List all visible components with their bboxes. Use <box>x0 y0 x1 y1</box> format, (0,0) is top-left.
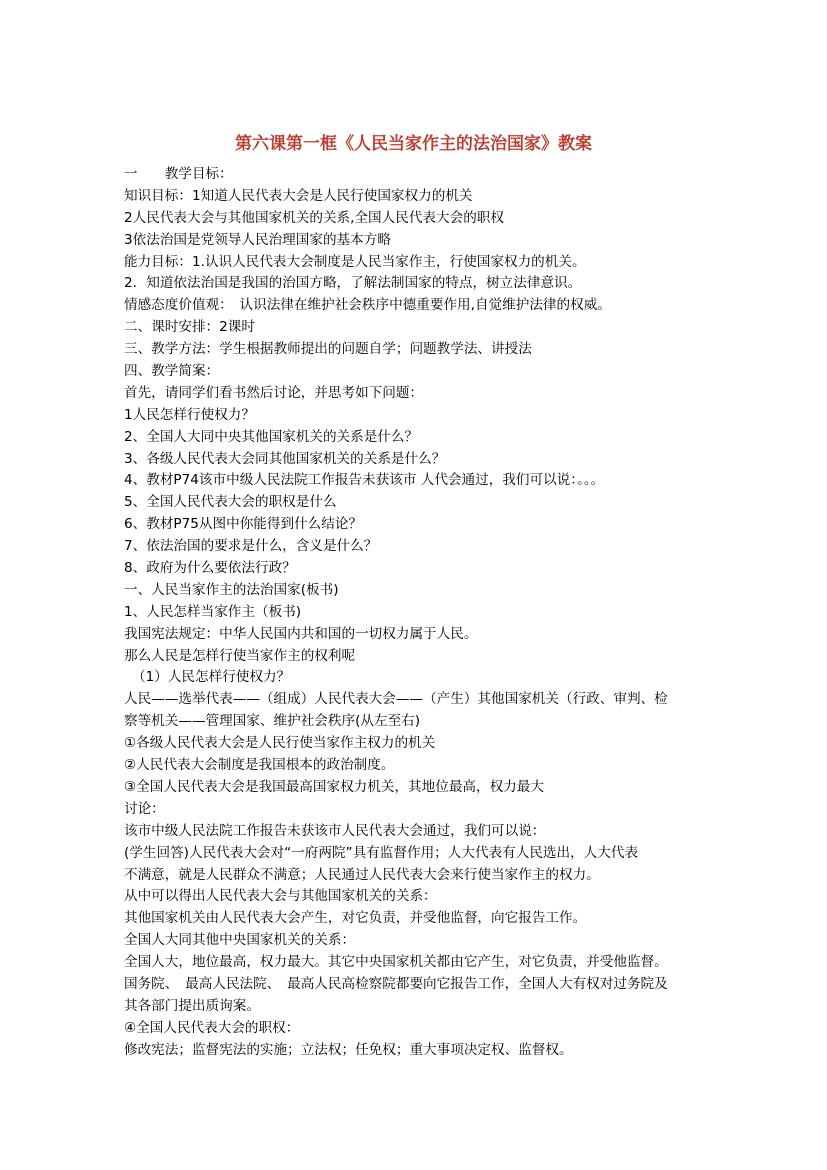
paragraph-line: 二、课时安排：2课时 <box>124 319 255 336</box>
paragraph-line: 7、依法治国的要求是什么，含义是什么？ <box>124 538 378 555</box>
document-title: 第六课第一框《人民当家作主的法治国家》教案 <box>235 134 592 154</box>
paragraph-line: 全国人大，地位最高，权力最大。其它中央国家机关都由它产生，对它负责，并受他监督。 <box>124 954 668 971</box>
paragraph-line: 4、教材P74该市中级人民法院工作报告未获该市 人代会通过，我们可以说：。。。 <box>124 472 605 489</box>
paragraph-line: 讨论： <box>124 800 165 817</box>
paragraph-line: 从中可以得出人民代表大会与其他国家机关的关系： <box>124 888 437 905</box>
paragraph-line: 3、各级人民代表大会同其他国家机关的关系是什么？ <box>124 450 446 467</box>
paragraph-line: ②人民代表大会制度是我国根本的政治制度。 <box>124 757 395 774</box>
paragraph-line: 3依法治国是党领导人民治理国家的基本方略 <box>124 231 391 248</box>
paragraph-line: 国务院、 最高人民法院、 最高人民高检察院都要向它报告工作，全国人大有权对过务院及 <box>124 975 668 992</box>
paragraph-line: 人民——选举代表——（组成）人民代表大会——（产生）其他国家机关（行政、审判、检 <box>124 691 668 708</box>
paragraph-line: 那么人民是怎样行使当家作主的权利呢 <box>124 647 356 664</box>
paragraph-line: 1、人民怎样当家作主（板书) <box>124 603 302 620</box>
paragraph-line: 1人民怎样行使权力？ <box>124 406 255 423</box>
paragraph-line: 6、教材P75从图中你能得到什么结论？ <box>124 516 363 533</box>
paragraph-line: 2、全国人大同中央其他国家机关的关系是什么？ <box>124 428 419 445</box>
paragraph-line: 修改宪法；监督宪法的实施；立法权；任免权；重大事项决定权、监督权。 <box>124 1041 573 1058</box>
paragraph-line: 能力目标：1.认识人民代表大会制度是人民当家作主，行使国家权力的机关。 <box>124 253 586 270</box>
paragraph-line: 察等机关——管理国家、维护社会秩序(从左至右) <box>124 713 421 730</box>
paragraph-line: 其各部门提出质询案。 <box>124 997 260 1014</box>
paragraph-line: 5、全国人民代表大会的职权是什么 <box>124 494 337 511</box>
paragraph-line: 全国人大同其他中央国家机关的关系： <box>124 932 356 949</box>
paragraph-line: 三、教学方法：学生根据教师提出的问题自学；问题教学法、讲授法 <box>124 341 532 358</box>
paragraph-line: 情感态度价值观： 认识法律在维护社会秩序中德重要作用,自觉维护法律的权威。 <box>124 297 611 314</box>
paragraph-line: 该市中级人民法院工作报告未获该市人民代表大会通过，我们可以说： <box>124 822 546 839</box>
paragraph-line: 首先，请同学们看书然后讨论，并思考如下问题： <box>124 384 424 401</box>
paragraph-line: 2人民代表大会与其他国家机关的关系,全国人民代表大会的职权 <box>124 209 504 226</box>
paragraph-line: ③全国人民代表大会是我国最高国家权力机关，其地位最高，权力最大 <box>124 778 544 795</box>
paragraph-line: (学生回答)人民代表大会对“一府两院”具有监督作用；人大代表有人民选出，人大代表 <box>124 844 639 861</box>
paragraph-line: （1）人民怎样行使权力？ <box>132 669 291 686</box>
paragraph-line: 四、教学简案： <box>124 363 220 380</box>
paragraph-line: 一 教学目标： <box>124 166 233 182</box>
paragraph-line: 不满意，就是人民群众不满意；人民通过人民代表大会来行使当家作主的权力。 <box>124 866 600 883</box>
paragraph-line: 知识目标：1知道人民代表大会是人民行使国家权力的机关 <box>124 187 473 204</box>
paragraph-line: 2．知道依法治国是我国的治国方略，了解法制国家的特点，树立法律意识。 <box>124 275 582 292</box>
paragraph-line: 一、人民当家作主的法治国家(板书) <box>124 581 339 598</box>
paragraph-line: ①各级人民代表大会是人民行使当家作主权力的机关 <box>124 735 436 752</box>
paragraph-line: 其他国家机关由人民代表大会产生，对它负责，并受他监督，向它报告工作。 <box>124 910 587 927</box>
paragraph-line: 我国宪法规定：中华人民国内共和国的一切权力属于人民。 <box>124 625 478 642</box>
document-body <box>124 164 714 1062</box>
paragraph-line: 8、政府为什么要依法行政？ <box>124 560 296 577</box>
paragraph-line: ④全国人民代表大会的职权： <box>124 1019 300 1036</box>
